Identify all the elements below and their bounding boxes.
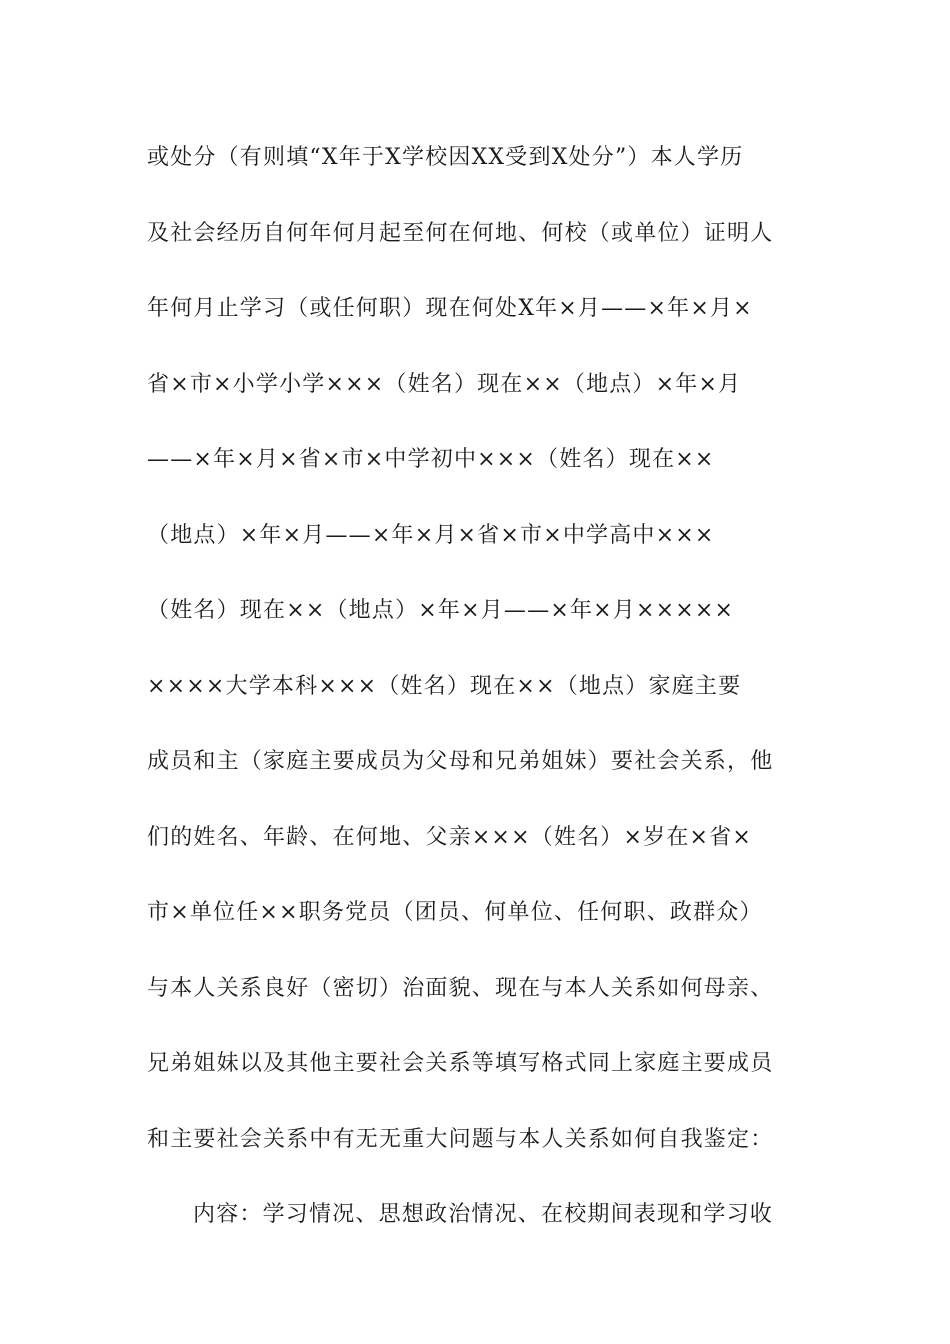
text-line: 兄弟姐妹以及其他主要社会关系等填写格式同上家庭主要成员 — [147, 1051, 774, 1076]
text-line: （地点）×年×月——×年×月×省×市×中学高中××× — [147, 522, 715, 548]
paragraph-start-line: 内容：学习情况、思想政治情况、在校期间表现和学习收 — [193, 1202, 774, 1227]
text-line: ——×年×月×省×市×中学初中×××（姓名）现在×× — [147, 447, 715, 472]
text-line: 及社会经历自何年何月起至何在何地、何校（或单位）证明人 — [147, 220, 774, 246]
text-line: 成员和主（家庭主要成员为父母和兄弟姐妹）要社会关系，他 — [147, 749, 774, 774]
body-text — [147, 128, 807, 1261]
text-line: 与本人关系良好（密切）治面貌、现在与本人关系如何母亲、 — [147, 975, 774, 1001]
text-line: 或处分（有则填“X年于X学校因XX受到X处分”）本人学历 — [147, 145, 744, 170]
text-line: 年何月止学习（或任何职）现在何处X年×月——×年×月× — [147, 296, 753, 321]
text-line: 市×单位任××职务党员（团员、何单位、任何职、政群众） — [147, 900, 763, 925]
text-line: 省×市×小学小学×××（姓名）现在××（地点）×年×月 — [147, 371, 742, 397]
text-line: （姓名）现在××（地点）×年×月——×年×月××××× — [147, 598, 735, 623]
text-line: ××××大学本科×××（姓名）现在××（地点）家庭主要 — [147, 673, 742, 699]
text-line: 们的姓名、年龄、在何地、父亲×××（姓名）×岁在×省× — [147, 824, 753, 850]
text-line: 和主要社会关系中有无无重大问题与本人关系如何自我鉴定： — [147, 1126, 774, 1152]
